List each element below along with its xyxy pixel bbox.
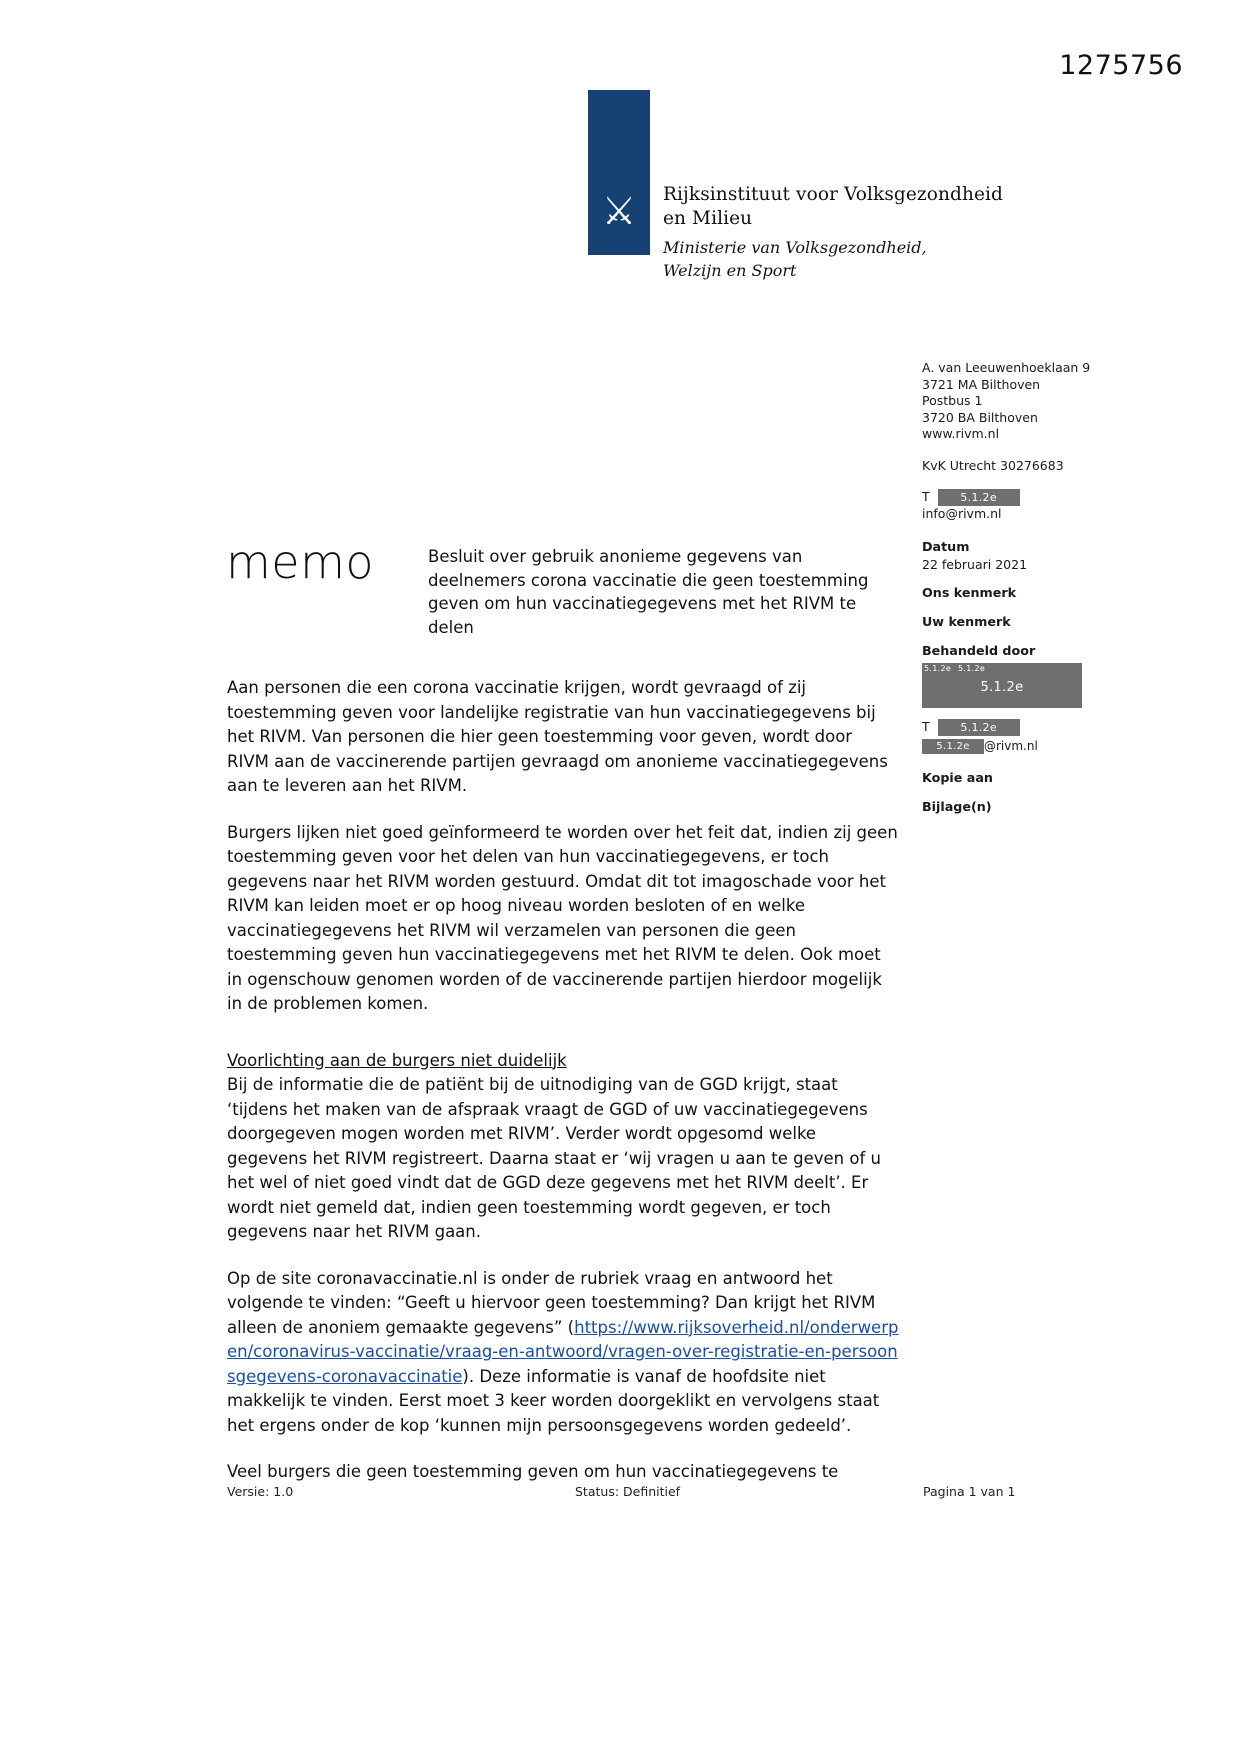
phone-label: T: [922, 489, 930, 504]
address-line-4: 3720 BA Bilthoven: [922, 409, 1038, 425]
email-address: info@rivm.nl: [922, 506, 1002, 521]
phone-redaction: 5.1.2e: [938, 489, 1020, 506]
date-value: 22 februari 2021: [922, 556, 1028, 572]
paragraph-1: Aan personen die een corona vaccinatie krijgen, wordt gevraagd of zij toestemming geven voor landelijke registratie van hun vaccinatiegegevens bij het RIVM. Van personen die hier geen toestemming voor geven, wordt door RIVM aan de vaccinerende partijen gevraagd om anonieme vaccinatiegegevens aan te leveren aan het RIVM.: [227, 678, 888, 795]
contact-email-domain: @rivm.nl: [984, 738, 1038, 753]
organisation-name-line2: en Milieu: [663, 208, 753, 229]
our-reference-label: Ons kenmerk: [922, 584, 1017, 600]
handled-by-label: Behandeld door: [922, 642, 1036, 658]
copy-to-label: Kopie aan: [922, 769, 993, 785]
website-url[interactable]: www.rivm.nl: [922, 426, 1000, 441]
paragraph-2: Burgers lijken niet goed geïnformeerd te worden over het feit dat, indien zij geen toestemming geven voor het delen van hun vaccinatiegegevens, er toch gegevens naar het RIVM worden gestuurd. Omdat dit tot imagoschade voor het RIVM kan leiden moet er op hoog niveau worden besloten of en welke vaccinatiegegevens het RIVM wil verzamelen van personen die geen toestemming geven hun vaccinatiegegevens met het RIVM te delen. Ook moet in ogenschouw genomen worden of de vaccinerende partijen hierdoor mogelijk in de problemen komen.: [227, 822, 898, 1013]
handled-by-redaction-small-2: 5.1.2e: [958, 663, 986, 673]
handled-by-redaction: [922, 663, 1082, 708]
kvk-number: KvK Utrecht 30276683: [922, 457, 1064, 473]
date-label: Datum: [922, 538, 970, 554]
address-line-1: A. van Leeuwenhoeklaan 9: [922, 360, 1091, 375]
paragraph-5: Veel burgers die geen toestemming geven om hun vaccinatiegegevens te: [227, 1462, 839, 1481]
memo-title: memo: [226, 535, 375, 589]
paragraph-4-post: ). Deze informatie is vanaf de hoofdsite niet makkelijk te vinden. Eerst moet 3 keer worden doorgeklikt en vervolgens staat het ergens onder de kop ‘kunnen mijn persoonsgegevens worden gedeeld’.: [227, 1366, 880, 1435]
document-body: [227, 676, 899, 1507]
netherlands-coat-of-arms-icon: ⚔: [601, 189, 637, 233]
paragraph-3: Bij de informatie die de patiënt bij de uitnodiging van de GGD krijgt, staat ‘tijdens het maken van de afspraak vraagt de GGD of uw vaccinatiegegevens doorgegeven mogen worden met RIVM’. Verder wordt opgesomd welke gegevens het RIVM registreert. Daarna staat er ‘wij vragen u aan te geven of u het wel of niet goed vindt dat de GGD deze gegevens met het RIVM deelt’. Er wordt niet gemeld dat, indien geen toestemming wordt gegeven, er toch gegevens naar het RIVM gaan.: [227, 1075, 881, 1241]
contact-phone-label: T: [922, 718, 930, 734]
your-reference-label: Uw kenmerk: [922, 613, 1011, 629]
attachments-label: Bijlage(n): [922, 798, 992, 814]
contact-phone-redaction: 5.1.2e: [938, 719, 1020, 736]
contact-phone-row: [922, 719, 1182, 736]
phone-row: [922, 489, 1182, 506]
section-heading-1: Voorlichting aan de burgers niet duidelijk: [227, 1050, 567, 1070]
ministry-line2: Welzijn en Sport: [663, 261, 797, 280]
footer-version: Versie: 1.0: [227, 1484, 294, 1499]
contact-email-row: [922, 738, 1182, 754]
logo-text-block: [663, 183, 1003, 282]
paragraph-4: [227, 1267, 899, 1439]
ministry-line1: Ministerie van Volksgezondheid,: [663, 238, 927, 257]
footer-status: Status: Definitief: [575, 1484, 681, 1499]
document-number: 1275756: [1059, 50, 1183, 81]
handled-by-redaction-main: 5.1.2e: [980, 679, 1024, 695]
organisation-name-line1: Rijksinstituut voor Volksgezondheid: [663, 184, 1003, 205]
handled-by-redaction-small-1: 5.1.2e: [924, 663, 952, 673]
address-line-3: Postbus 1: [922, 393, 983, 408]
contact-email-redaction: 5.1.2e: [922, 739, 984, 754]
rijksoverheid-link[interactable]: https://www.rijksoverheid.nl/onderwerpen/coronavirus-vaccinatie/vraag-en-antwoord/vragen-over-registratie-en-persoonsgegevens-coronavaccinatie: [227, 1317, 899, 1386]
paragraph-4-pre: Op de site coronavaccinatie.nl is onder de rubriek vraag en antwoord het volgende te vinden: “Geeft u hiervoor geen toestemming? Dan krijgt het RIVM alleen de anoniem gemaakte gegevens” (: [227, 1268, 876, 1337]
address-line-2: 3721 MA Bilthoven: [922, 376, 1041, 392]
footer-page-number: Pagina 1 van 1: [923, 1484, 1016, 1499]
spacer: [227, 1039, 899, 1049]
letterhead-meta: [922, 360, 1182, 816]
memo-subject: Besluit over gebruik anonieme gegevens van deelnemers corona vaccinatie die geen toestemming geven om hun vaccinatiegegevens met het RIVM te delen: [428, 547, 869, 637]
